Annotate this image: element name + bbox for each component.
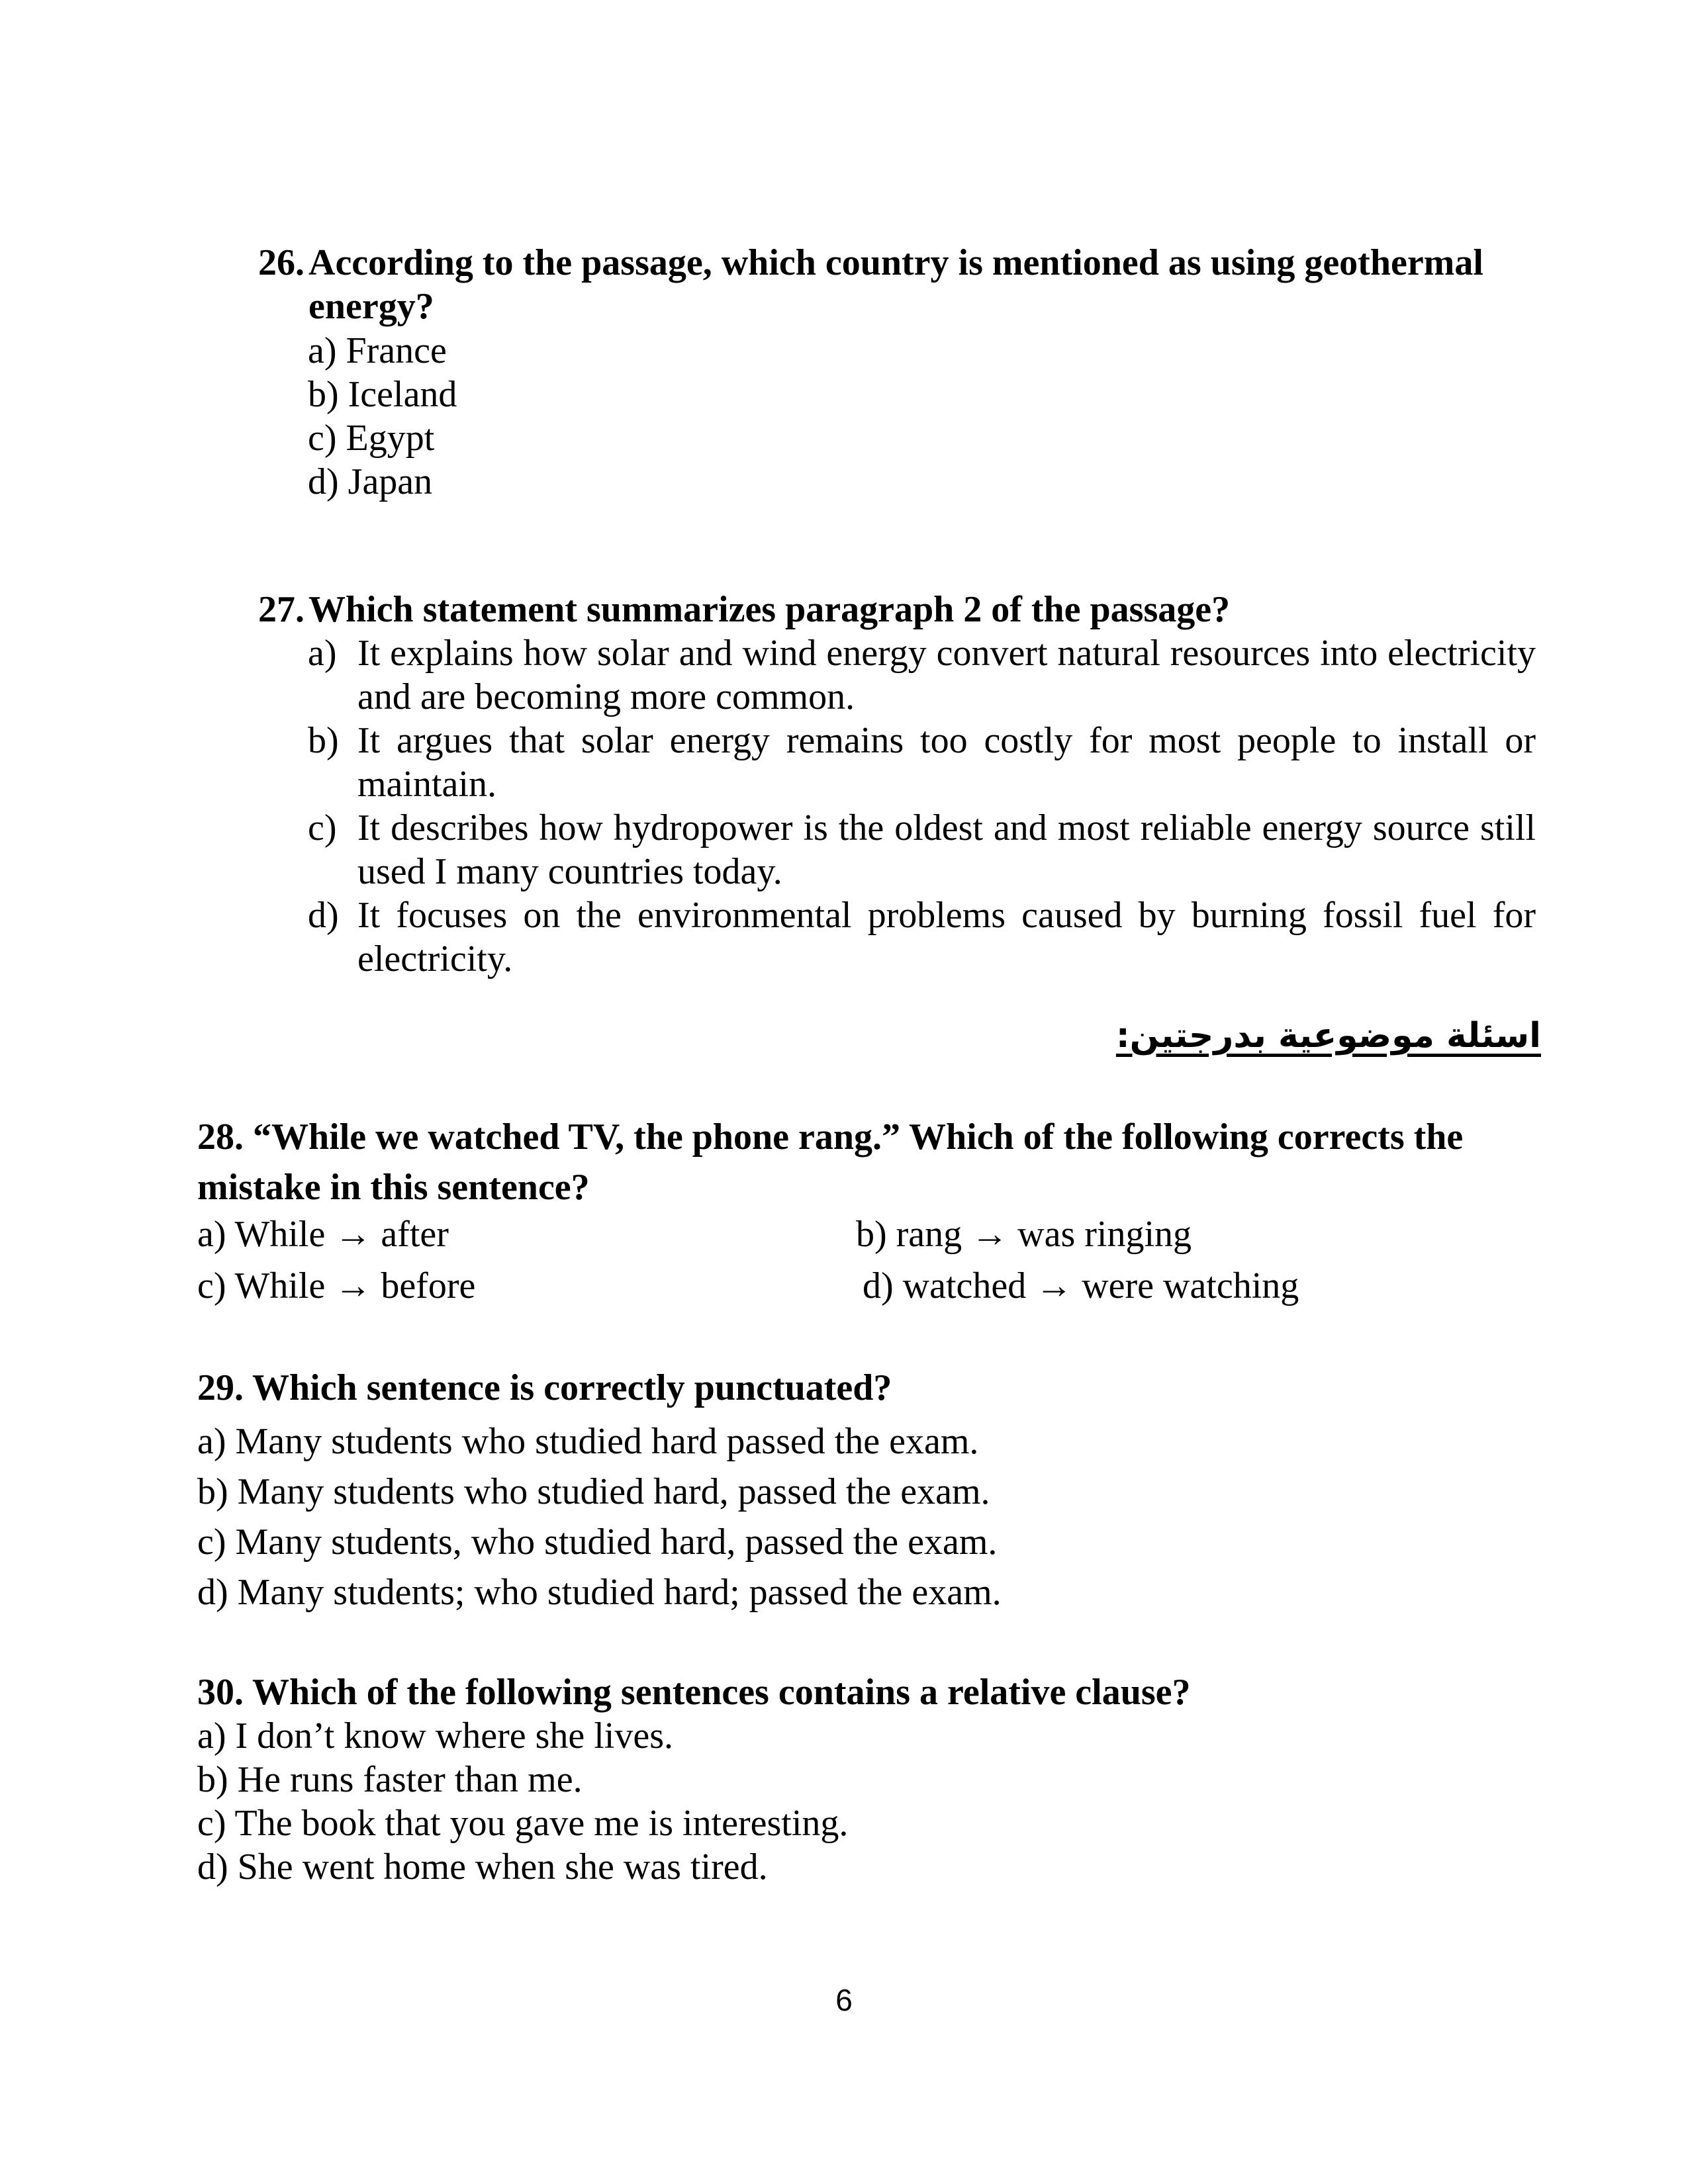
option-26d: d) Japan	[308, 461, 433, 502]
option-26b: b) Iceland	[308, 374, 457, 415]
question-29-text: 29. Which sentence is correctly punctuated?	[197, 1367, 892, 1408]
option-28a: a) While → after	[197, 1214, 449, 1255]
option-30b: b) He runs faster than me.	[197, 1759, 583, 1800]
option-27c	[308, 806, 1536, 893]
question-27-number: 27.	[258, 589, 305, 630]
option-28d: d) watched → were watching	[863, 1265, 1299, 1306]
option-27b-text: It argues that solar energy remains too costly for most people to install or maintain.	[357, 720, 1536, 805]
question-27-text: Which statement summarizes paragraph 2 of the passage?	[308, 589, 1231, 630]
option-27d	[308, 893, 1536, 981]
option-30d: d) She went home when she was tired.	[197, 1846, 768, 1888]
option-27a-label: a)	[308, 633, 337, 674]
option-29d: d) Many students; who studied hard; passed the exam.	[197, 1572, 1002, 1613]
option-26c: c) Egypt	[308, 418, 435, 459]
option-28b: b) rang → was ringing	[856, 1214, 1192, 1255]
option-28c: c) While → before	[197, 1265, 476, 1306]
section-heading: اسئلة موضوعية بدرجتين:	[1115, 1016, 1541, 1056]
option-29c: c) Many students, who studied hard, passed the exam.	[197, 1522, 998, 1563]
option-30c: c) The book that you gave me is interesting.	[197, 1803, 849, 1844]
option-27c-text: It describes how hydropower is the oldest and most reliable energy source still used I many countries today.	[357, 807, 1536, 892]
option-27c-label: c)	[308, 807, 337, 848]
question-27-options	[308, 631, 1536, 981]
question-26-text: According to the passage, which country is mentioned as using geothermal energy?	[308, 242, 1483, 327]
page-number: 6	[835, 1983, 853, 2017]
question-26-number: 26.	[258, 242, 305, 283]
question-28-text: 28. “While we watched TV, the phone rang.” Which of the following corrects the mistake in this sentence?	[197, 1116, 1464, 1208]
option-27a	[308, 631, 1536, 719]
option-27b	[308, 719, 1536, 806]
option-27d-label: d)	[308, 895, 339, 936]
option-29a: a) Many students who studied hard passed the exam.	[197, 1421, 979, 1462]
option-29b: b) Many students who studied hard, passed the exam.	[197, 1471, 990, 1512]
question-29-options	[197, 1416, 1548, 1617]
option-30a: a) I don’t know where she lives.	[197, 1715, 674, 1756]
question-30-text: 30. Which of the following sentences contains a relative clause?	[197, 1672, 1191, 1713]
option-27d-text: It focuses on the environmental problems caused by burning fossil fuel for electricity.	[357, 895, 1536, 979]
option-27b-label: b)	[308, 720, 339, 761]
option-27a-text: It explains how solar and wind energy convert natural resources into electricity and are becoming more common.	[357, 633, 1536, 717]
question-30-options	[197, 1714, 1548, 1889]
option-26a: a) France	[308, 330, 447, 371]
question-26-options	[308, 329, 1536, 504]
